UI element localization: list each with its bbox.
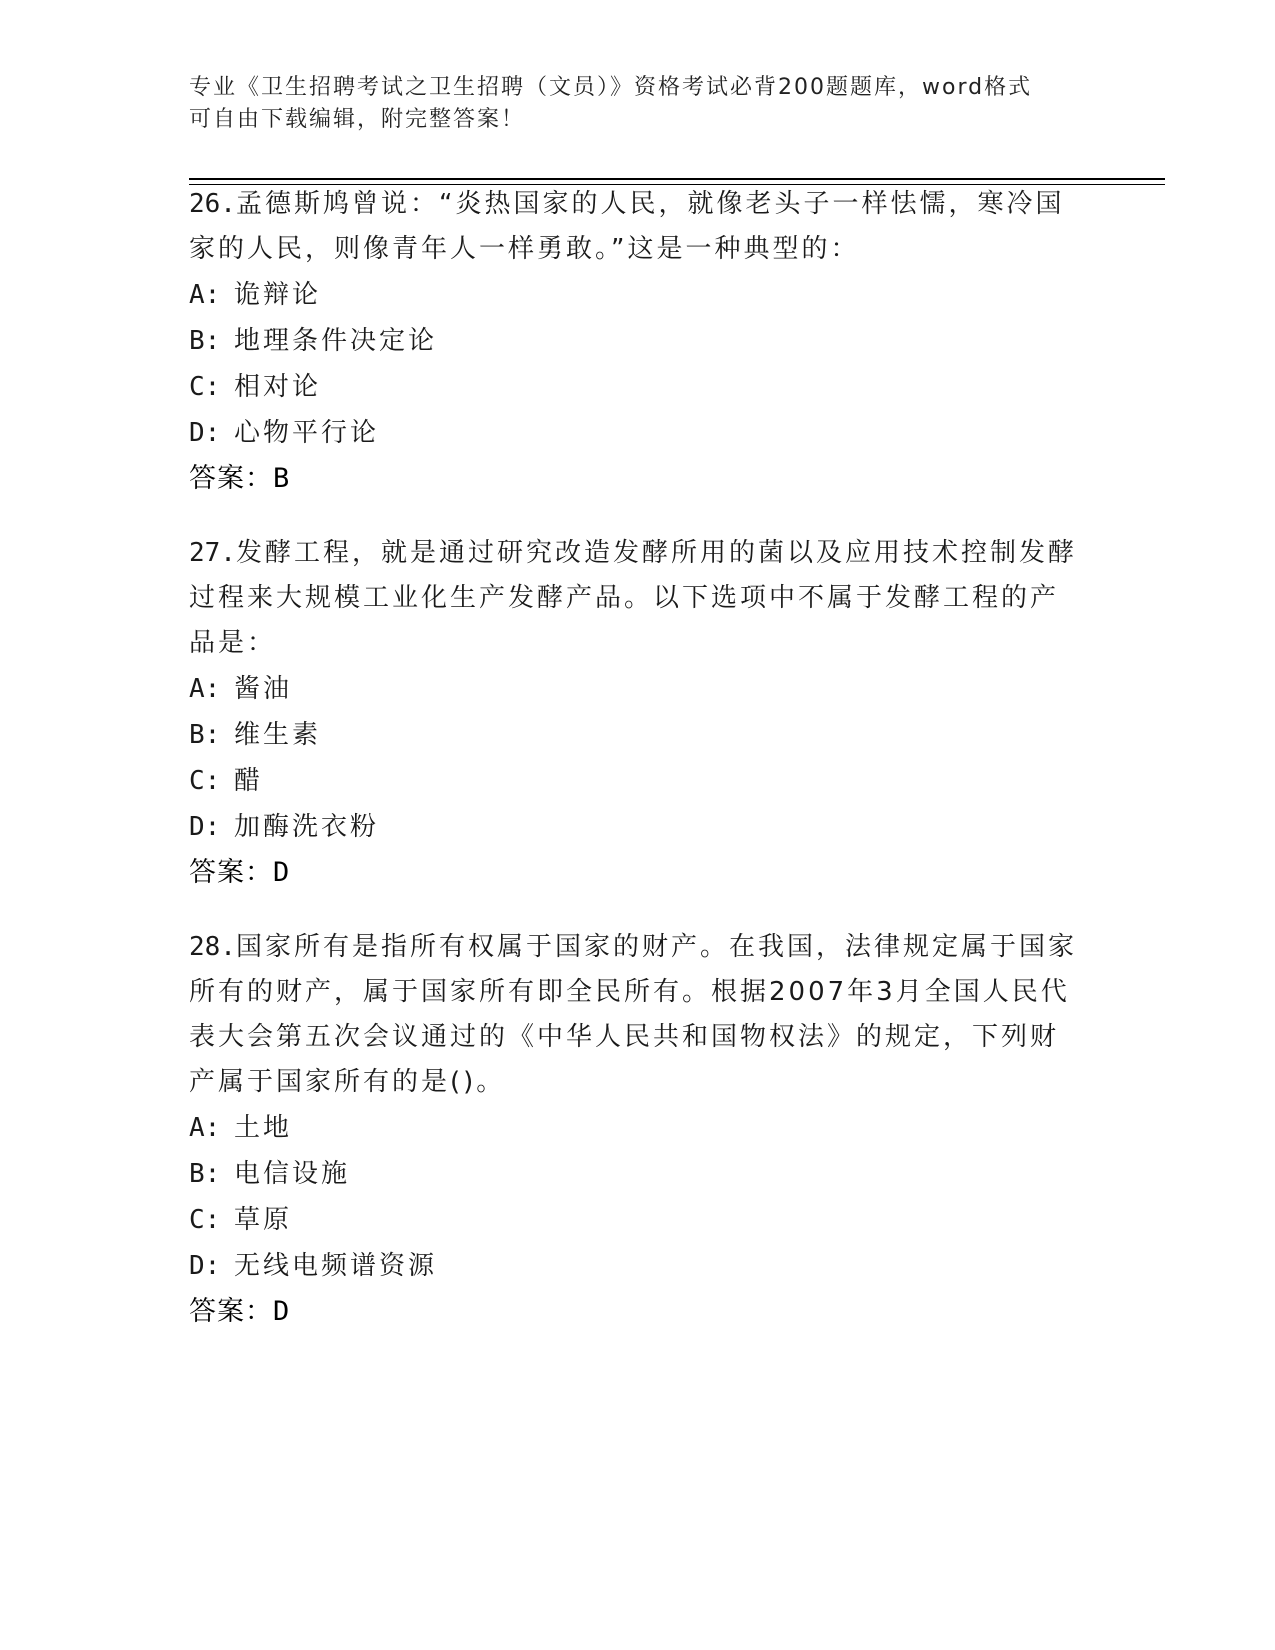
- option-b: [189, 712, 1089, 758]
- question-line: 所有的财产，属于国家所有即全民所有。根据2007年3月全国人民代: [189, 977, 1070, 1007]
- option-text: 土地: [234, 1113, 293, 1143]
- option-a: [189, 666, 1089, 712]
- question-line: 发酵工程，就是通过研究改造发酵所用的菌以及应用技术控制发酵: [235, 538, 1077, 568]
- question-line: 表大会第五次会议通过的《中华人民共和国物权法》的规定，下列财: [189, 1022, 1060, 1052]
- question-number: 26.: [189, 189, 236, 219]
- option-key: C:: [189, 766, 221, 796]
- question-line: 品是：: [189, 628, 277, 658]
- question-line: 产属于国家所有的是()。: [189, 1067, 506, 1097]
- document-header: [189, 72, 1089, 136]
- option-key: B:: [189, 1159, 221, 1189]
- option-d: [189, 410, 1089, 456]
- question-number: 27.: [189, 538, 236, 568]
- header-line-2: 可自由下载编辑，附完整答案！: [189, 107, 526, 132]
- option-key: C:: [189, 372, 221, 402]
- question-line: 孟德斯鸠曾说：“炎热国家的人民，就像老头子一样怯懦，寒冷国: [235, 189, 1065, 219]
- option-b: [189, 1151, 1089, 1197]
- answer: [189, 850, 1089, 896]
- question-number: 28.: [189, 932, 236, 962]
- answer-value: D: [273, 857, 291, 888]
- option-text: 无线电频谱资源: [234, 1251, 438, 1281]
- option-text: 草原: [234, 1205, 293, 1235]
- question-28: [189, 925, 1089, 1335]
- question-line: 过程来大规模工业化生产发酵产品。以下选项中不属于发酵工程的产: [189, 583, 1060, 613]
- option-a: [189, 1105, 1089, 1151]
- option-text: 电信设施: [234, 1159, 351, 1189]
- answer-value: B: [273, 463, 291, 494]
- option-text: 酱油: [234, 674, 293, 704]
- option-b: [189, 318, 1089, 364]
- option-text: 相对论: [234, 372, 322, 402]
- answer-label: 答案：: [189, 463, 273, 494]
- option-text: 诡辩论: [234, 280, 322, 310]
- option-d: [189, 1243, 1089, 1289]
- option-key: C:: [189, 1205, 221, 1235]
- header-rule-thick: [189, 178, 1165, 180]
- option-text: 醋: [234, 766, 264, 796]
- question-26: [189, 182, 1089, 502]
- answer-label: 答案：: [189, 1296, 273, 1327]
- option-text: 维生素: [234, 720, 322, 750]
- answer-label: 答案：: [189, 857, 273, 888]
- option-key: A:: [189, 280, 221, 310]
- option-key: B:: [189, 720, 221, 750]
- question-stem: [189, 182, 1089, 272]
- question-line: 家的人民，则像青年人一样勇敢。”这是一种典型的：: [189, 234, 860, 264]
- question-line: 国家所有是指所有权属于国家的财产。在我国，法律规定属于国家: [235, 932, 1077, 962]
- option-c: [189, 758, 1089, 804]
- answer: [189, 1289, 1089, 1335]
- question-stem: [189, 531, 1089, 666]
- option-a: [189, 272, 1089, 318]
- header-line-1: 专业《卫生招聘考试之卫生招聘（文员）》资格考试必背200题题库，word格式: [189, 75, 1033, 100]
- option-key: B:: [189, 326, 221, 356]
- question-27: [189, 531, 1089, 896]
- option-d: [189, 804, 1089, 850]
- answer-value: D: [273, 1296, 291, 1327]
- option-key: D:: [189, 418, 221, 448]
- answer: [189, 456, 1089, 502]
- option-text: 地理条件决定论: [234, 326, 438, 356]
- option-c: [189, 364, 1089, 410]
- option-key: A:: [189, 1113, 221, 1143]
- option-c: [189, 1197, 1089, 1243]
- option-key: D:: [189, 812, 221, 842]
- option-text: 加酶洗衣粉: [234, 812, 380, 842]
- option-text: 心物平行论: [234, 418, 380, 448]
- option-key: D:: [189, 1251, 221, 1281]
- option-key: A:: [189, 674, 221, 704]
- question-stem: [189, 925, 1089, 1105]
